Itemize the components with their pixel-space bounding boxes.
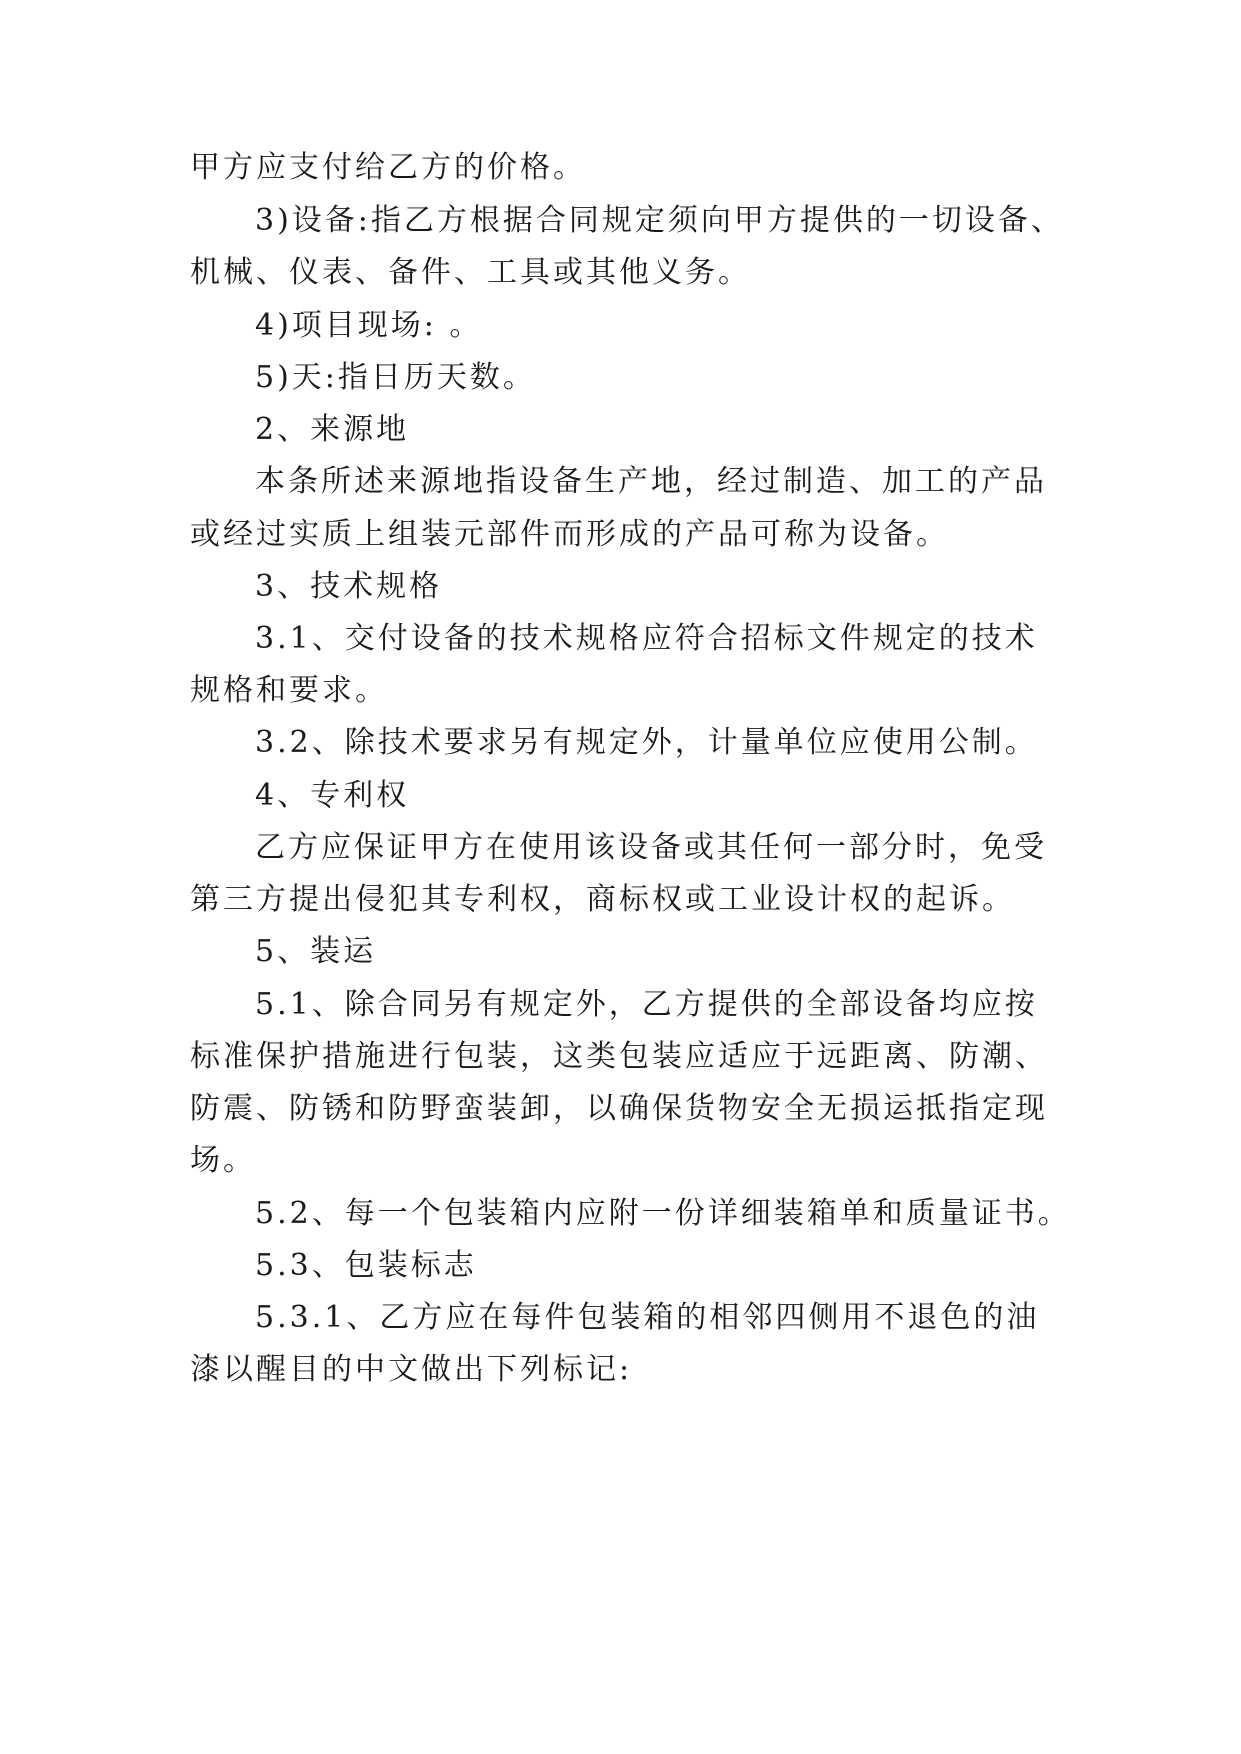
section-heading: 5、装运 (255, 934, 377, 969)
text-line: 4)项目现场: 。 (255, 308, 483, 343)
section-heading: 3、技术规格 (255, 569, 443, 604)
text-line: 漆以醒目的中文做出下列标记: (190, 1352, 633, 1387)
text-line: 5.2、每一个包装箱内应附一份详细装箱单和质量证书。 (255, 1196, 1071, 1231)
text-line: 5)天:指日历天数。 (255, 360, 536, 395)
text-line: 场。 (190, 1143, 256, 1178)
text-line: 5.3、包装标志 (255, 1248, 477, 1283)
text-line: 标准保护措施进行包装，这类包装应适应于远距离、防潮、 (190, 1039, 1048, 1074)
text-line: 5.3.1、乙方应在每件包装箱的相邻四侧用不退色的油 (255, 1300, 1040, 1335)
section-heading: 2、来源地 (255, 412, 410, 447)
text-line: 5.1、除合同另有规定外，乙方提供的全部设备均应按 (255, 987, 1038, 1022)
text-line: 防震、防锈和防野蛮装卸，以确保货物安全无损运抵指定现 (190, 1091, 1048, 1126)
text-line: 本条所述来源地指设备生产地，经过制造、加工的产品 (255, 464, 1047, 499)
text-line: 第三方提出侵犯其专利权，商标权或工业设计权的起诉。 (190, 882, 1015, 917)
text-line: 3)设备:指乙方根据合同规定须向甲方提供的一切设备、 (255, 203, 1064, 238)
text-line: 甲方应支付给乙方的价格。 (190, 150, 586, 185)
text-line: 3.1、交付设备的技术规格应符合招标文件规定的技术 (255, 621, 1038, 656)
text-line: 乙方应保证甲方在使用该设备或其任何一部分时，免受 (255, 830, 1047, 865)
text-line: 3.2、除技术要求另有规定外，计量单位应使用公制。 (255, 725, 1038, 760)
text-line: 机械、仪表、备件、工具或其他义务。 (190, 255, 751, 290)
text-line: 或经过实质上组装元部件而形成的产品可称为设备。 (190, 517, 949, 552)
text-line: 规格和要求。 (190, 673, 388, 708)
section-heading: 4、专利权 (255, 778, 410, 813)
